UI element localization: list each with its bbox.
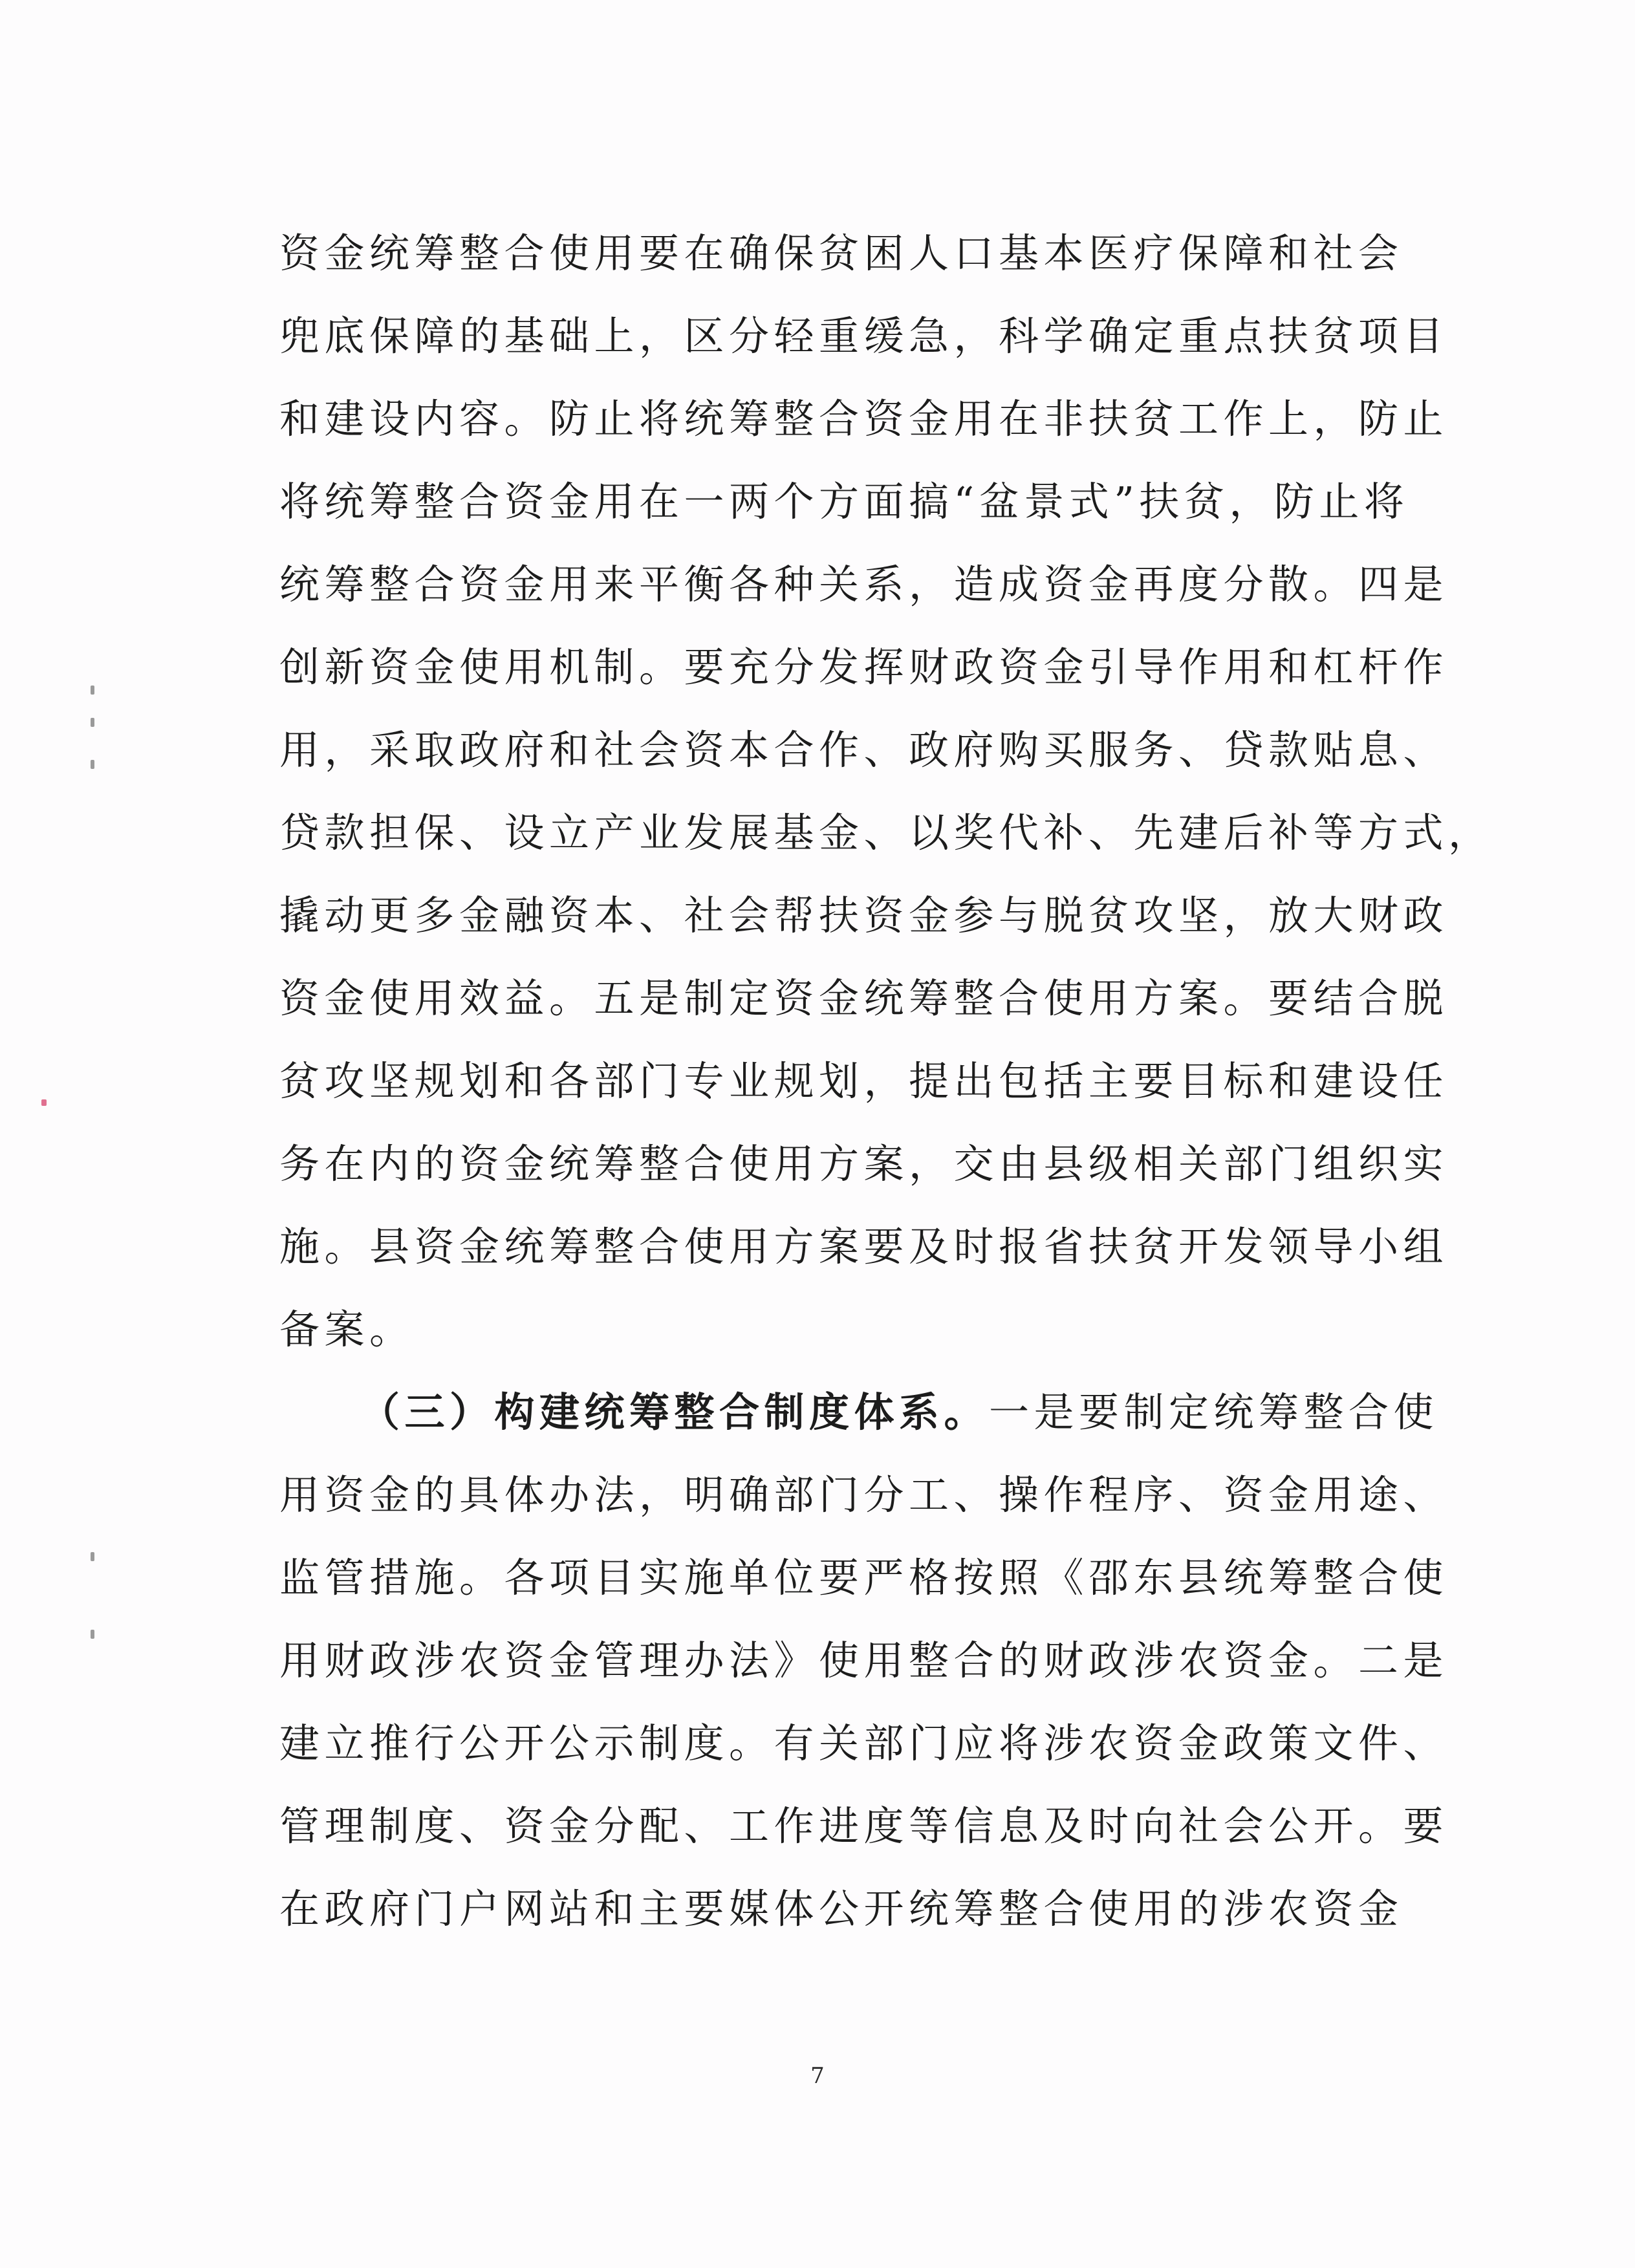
scan-mark (91, 686, 94, 695)
text-line: 用资金的具体办法，明确部门分工、操作程序、资金用途、 (279, 1471, 1449, 1518)
text-line: 撬动更多金融资本、社会帮扶资金参与脱贫攻坚，放大财政 (279, 892, 1449, 939)
text-line: 监管措施。各项目实施单位要严格按照《邵东县统筹整合使 (279, 1554, 1449, 1601)
scan-mark (91, 1630, 94, 1639)
text-line: 务在内的资金统筹整合使用方案，交由县级相关部门组织实 (279, 1140, 1449, 1187)
scan-mark (91, 718, 94, 727)
text-line: 和建设内容。防止将统筹整合资金用在非扶贫工作上，防止 (279, 395, 1449, 442)
page-number: 7 (810, 2063, 825, 2089)
text-line: 将统筹整合资金用在一两个方面搞“盆景式”扶贫，防止将 (279, 478, 1409, 525)
text-line: 备案。 (279, 1306, 415, 1353)
text-line: 贫攻坚规划和各部门专业规划，提出包括主要目标和建设任 (279, 1057, 1449, 1105)
scan-mark (91, 760, 94, 769)
text-line: 在政府门户网站和主要媒体公开统筹整合使用的涉农资金 (279, 1885, 1403, 1932)
text-line: 资金统筹整合使用要在确保贫困人口基本医疗保障和社会 (279, 230, 1403, 277)
text-line: 统筹整合资金用来平衡各种关系，造成资金再度分散。四是 (279, 561, 1449, 608)
text-line: 用，采取政府和社会资本合作、政府购买服务、贷款贴息、 (279, 726, 1449, 773)
scan-mark (91, 1552, 94, 1561)
section-heading-line (279, 1371, 1439, 1454)
text-line: 贷款担保、设立产业发展基金、以奖代补、先建后补等方式， (279, 809, 1493, 856)
section-heading-rest: 一是要制定统筹整合使 (989, 1388, 1439, 1436)
text-line: 管理制度、资金分配、工作进度等信息及时向社会公开。要 (279, 1802, 1449, 1850)
text-line: 资金使用效益。五是制定资金统筹整合使用方案。要结合脱 (279, 975, 1449, 1022)
text-line: 施。县资金统筹整合使用方案要及时报省扶贫开发领导小组 (279, 1223, 1449, 1270)
text-line: 建立推行公开公示制度。有关部门应将涉农资金政策文件、 (279, 1720, 1449, 1767)
section-heading: （三）构建统筹整合制度体系。 (360, 1388, 990, 1436)
text-line: 兜底保障的基础上，区分轻重缓急，科学确定重点扶贫项目 (279, 312, 1449, 360)
body-text (279, 212, 1493, 1950)
text-line: 创新资金使用机制。要充分发挥财政资金引导作用和杠杆作 (279, 643, 1449, 691)
scan-mark (41, 1099, 47, 1106)
text-line: 用财政涉农资金管理办法》使用整合的财政涉农资金。二是 (279, 1637, 1449, 1684)
